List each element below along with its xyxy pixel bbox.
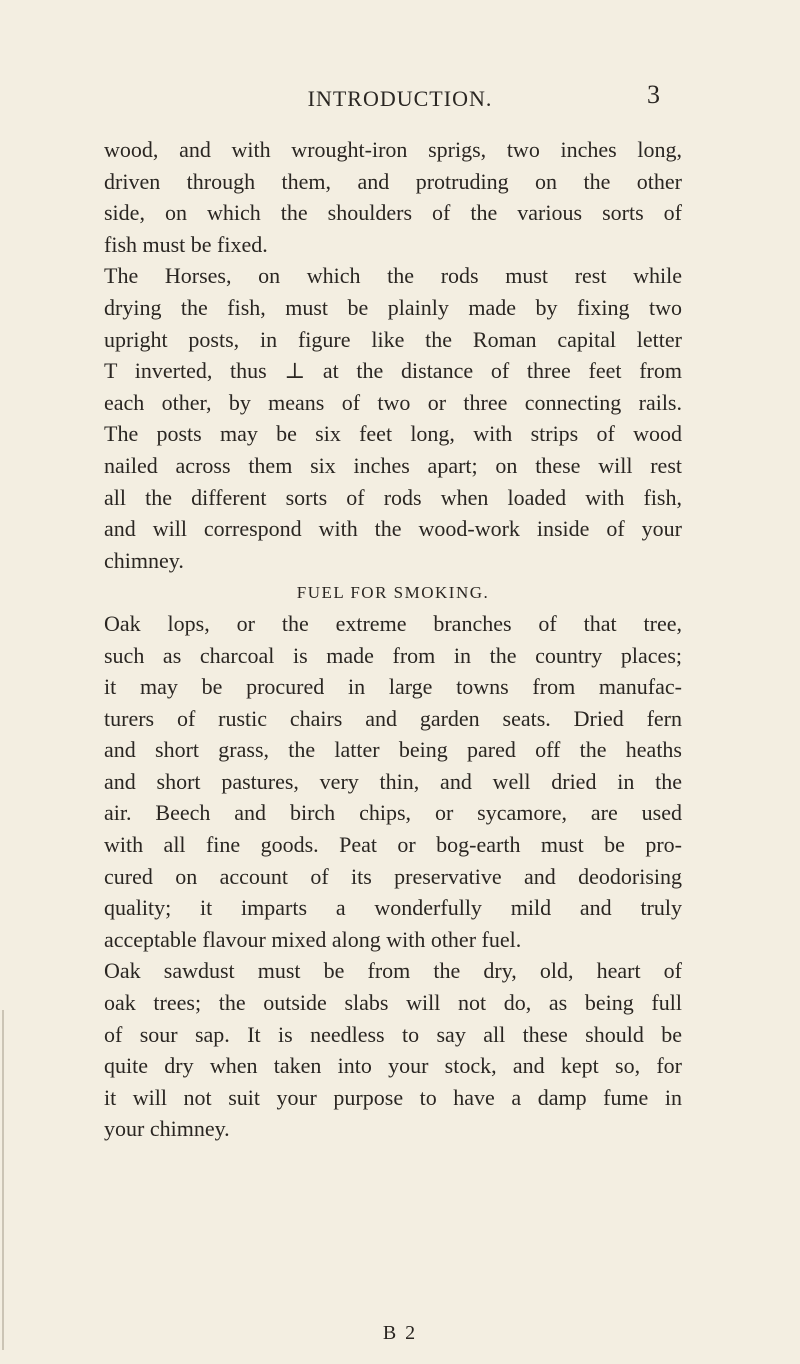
text-line: and will correspond with the wood-work inside of your	[104, 516, 682, 542]
page-number: 3	[647, 80, 660, 109]
section-heading: FUEL FOR SMOKING.	[296, 583, 490, 603]
text-line: fish must be fixed.	[104, 231, 268, 257]
text-line: T inverted, thus ⊥ at the distance of three feet from	[104, 358, 682, 384]
text-line: quite dry when taken into your stock, and kept so, for	[104, 1053, 682, 1079]
text-line: side, on which the shoulders of the various sorts of	[104, 200, 682, 226]
text-line: of sour sap. It is needless to say all these should be	[104, 1021, 682, 1047]
text-line: with all fine goods. Peat or bog-earth must be pro-	[104, 832, 682, 858]
text-line: it may be procured in large towns from manufac-	[104, 674, 682, 700]
text-line: Oak sawdust must be from the dry, old, heart of	[104, 958, 682, 984]
text-line: upright posts, in figure like the Roman capital letter	[104, 326, 682, 352]
text-line: Oak lops, or the extreme branches of that tree,	[104, 610, 682, 636]
text-line: chimney.	[104, 547, 184, 573]
body-text	[104, 134, 682, 1145]
text-line: The posts may be six feet long, with strips of wood	[104, 421, 682, 447]
text-line: acceptable flavour mixed along with other fuel.	[104, 926, 522, 952]
text-line: driven through them, and protruding on the other	[104, 168, 682, 194]
text-line: such as charcoal is made from in the country places;	[104, 642, 682, 668]
text-line: your chimney.	[104, 1116, 230, 1142]
text-line: The Horses, on which the rods must rest while	[104, 263, 682, 289]
running-head	[0, 80, 800, 114]
text-line: turers of rustic chairs and garden seats. Dried fern	[104, 705, 682, 731]
text-line: oak trees; the outside slabs will not do, as being full	[104, 990, 682, 1016]
running-title: INTRODUCTION.	[307, 86, 493, 111]
text-line: quality; it imparts a wonderfully mild and truly	[104, 895, 682, 921]
text-line: and short pastures, very thin, and well dried in the	[104, 768, 682, 794]
text-line: drying the fish, must be plainly made by fixing two	[104, 294, 682, 320]
text-line: nailed across them six inches apart; on these will rest	[104, 452, 682, 478]
scan-edge-shadow	[2, 1010, 4, 1350]
text-line: wood, and with wrought-iron sprigs, two inches long,	[104, 137, 682, 162]
text-line: each other, by means of two or three connecting rails.	[104, 389, 682, 415]
text-line: all the different sorts of rods when loaded with fish,	[104, 484, 682, 510]
text-line: cured on account of its preservative and deodorising	[104, 863, 682, 889]
text-line: and short grass, the latter being pared off the heaths	[104, 737, 682, 763]
text-line: air. Beech and birch chips, or sycamore, are used	[104, 800, 682, 826]
text-line: it will not suit your purpose to have a damp fume in	[104, 1084, 682, 1110]
signature-mark: B 2	[382, 1322, 418, 1344]
